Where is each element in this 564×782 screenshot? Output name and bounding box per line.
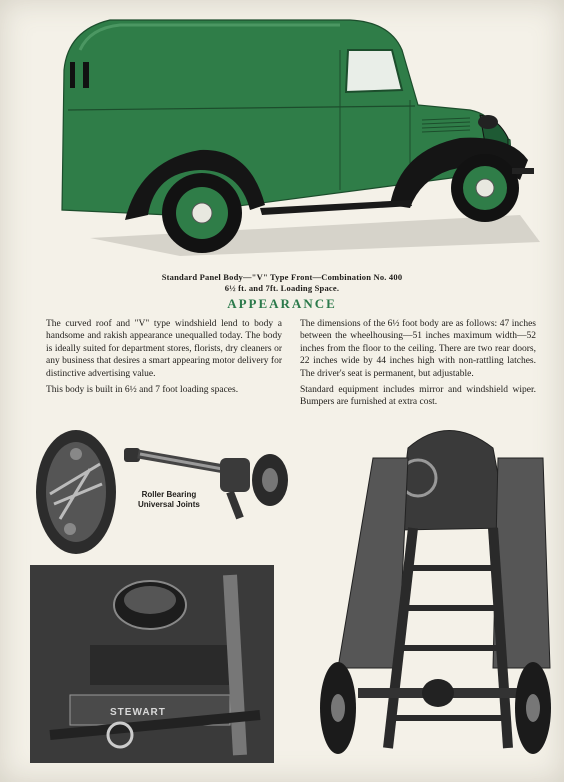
label-line-1: Roller Bearing xyxy=(141,490,197,499)
brake-assembly-photo xyxy=(30,424,122,560)
label-line-2: Universal Joints xyxy=(138,500,200,509)
caption-line-2: 6½ ft. and 7ft. Loading Space. xyxy=(224,283,340,293)
right-text-column xyxy=(300,318,536,413)
paragraph: Standard equipment includes mirror and windshield wiper. Bumpers are furnished at extra cost. xyxy=(300,385,536,408)
paragraph: The curved roof and "V" type windshield lend to body a handsome and rakish appearance unequalled today. The body is ideally suited for department stores, florists, dry cleaners or any business that desires a smart appearing motor delivery for distinctive advertising value. xyxy=(46,319,282,379)
engine-photo xyxy=(30,565,274,763)
paragraph: The dimensions of the 6½ foot body are as follows: 47 inches between the wheelhousing—51 inches maximum width—52 inches from the floor to the ceiling. There are two rear doors, 22 inches wide by 44 inches high with non-rattling latches. The driver's seat is permanent, but adjustable. xyxy=(300,319,536,379)
section-heading: APPEARANCE xyxy=(227,296,337,311)
engine-nameplate: STEWART xyxy=(110,707,166,718)
left-text-column xyxy=(46,318,282,400)
paragraph: This body is built in 6½ and 7 foot loading spaces. xyxy=(46,385,239,396)
chassis-photo xyxy=(318,418,552,768)
caption-line-1: Standard Panel Body—"V" Type Front—Combination No. 400 xyxy=(161,272,403,282)
universal-joints-label xyxy=(138,490,200,510)
panel-truck-illustration xyxy=(50,10,540,258)
truck-caption xyxy=(0,272,564,294)
